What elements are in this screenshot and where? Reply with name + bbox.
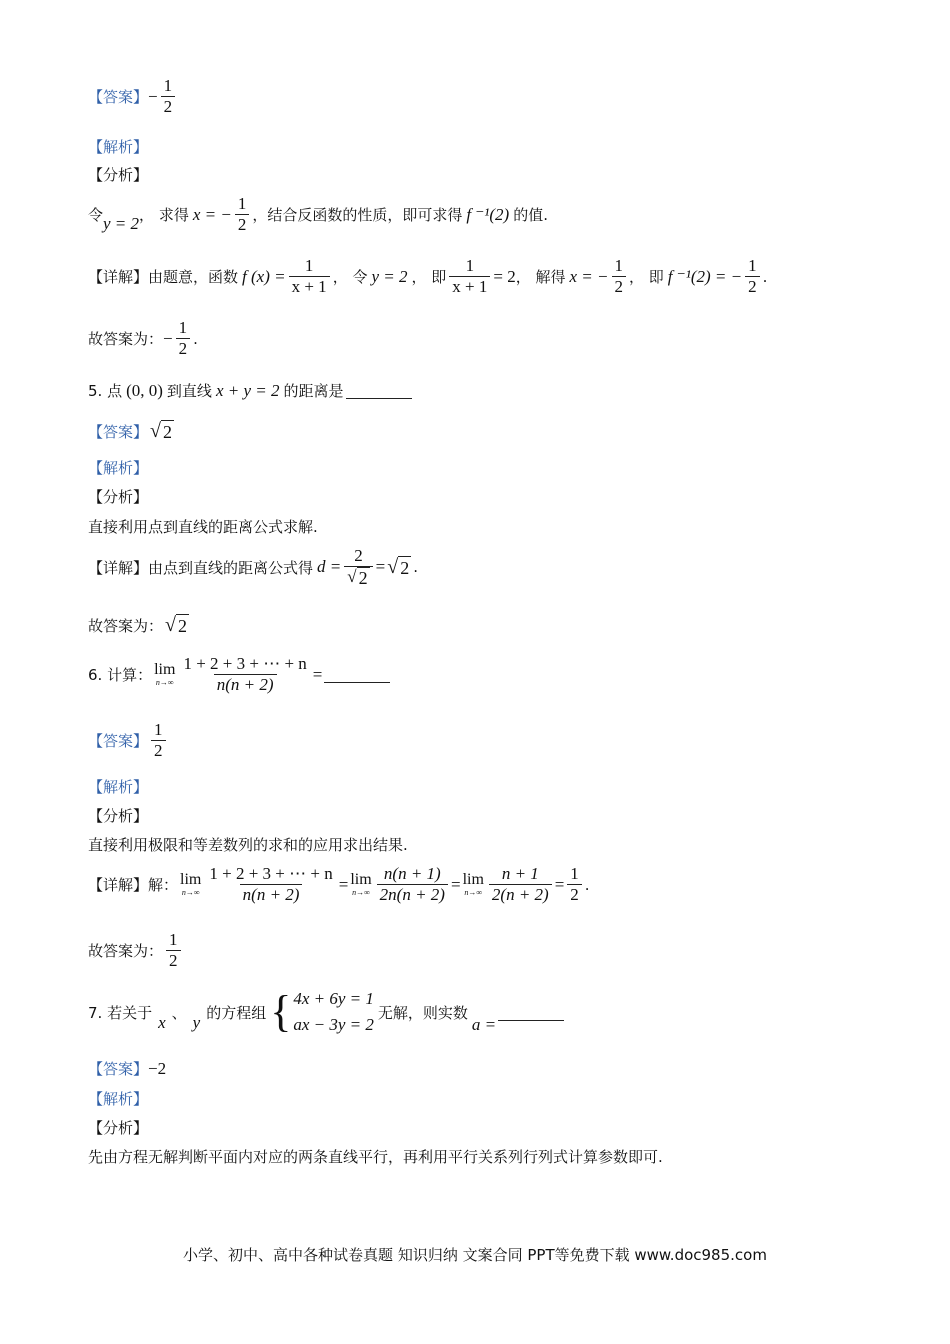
answer-blank	[498, 1004, 564, 1021]
answer-label: 【答案】	[88, 88, 149, 106]
q5-fenxi-text: 直接利用点到直线的距离公式求解.	[88, 518, 318, 536]
q7-fenxi-label: 【分析】	[88, 1119, 149, 1137]
q5-answer-line: 【答案】 √ 2	[88, 420, 172, 442]
q4-fenxi-label: 【分析】	[88, 166, 149, 184]
answer-blank	[346, 382, 412, 399]
q4-final-line: 故答案为： − $\frac{1}{2}$ .	[88, 318, 198, 358]
q4-detail-line: 【详解】 由题意，函数 f (x) = $\frac{1}{x + 1}$ ， 令 y = 2 ， 即 $\frac{1}{x + 1}$ = 2 ， 解得 x = − $\frac{1}{2}$ ， 即 f ⁻¹(2) = − $\frac{1}{2}$ .	[88, 256, 768, 296]
q4-fenxi-text: 令 y = 2 ， 求得 x = − $\frac{1}{2}$ ，结合反函数的性质，即可求得 f ⁻¹(2) 的值.	[88, 194, 548, 234]
q5-analysis-label: 【解析】	[88, 459, 149, 477]
q7-stem: 7. 若关于 x 、 y 的方程组 { 4x + 6y = 1 ax − 3y = 2 无解，则实数 a =	[88, 986, 564, 1038]
q5-answer-sqrt: √ 2	[150, 420, 172, 442]
q6-final-line: 故答案为： $\frac{1}{2}$	[88, 930, 184, 971]
q7-analysis-label: 【解析】	[88, 1090, 149, 1108]
q6-fenxi-text: 直接利用极限和等差数列的求和的应用求出结果.	[88, 836, 408, 854]
q6-fenxi-label: 【分析】	[88, 807, 149, 825]
q6-detail-line: 【详解】 解： lim n→∞ $\frac{1 + 2 + 3 + \cdots + n}{n(n + 2)}$ = lim n→∞ $\frac{n(n + 1)}{2n(n + 2)}$ = lim n→∞ $\frac{n + 1}{2(n + 2)}$ = $\frac{1}{2}$ .	[88, 864, 590, 904]
q5-stem: 5. 点 (0, 0) 到直线 x + y = 2 的距离是	[88, 380, 412, 401]
q4-answer-sign: −	[148, 86, 158, 106]
q7-answer-line: 【答案】 −2	[88, 1058, 167, 1078]
q6-analysis-label: 【解析】	[88, 778, 149, 796]
equation-system: { 4x + 6y = 1 ax − 3y = 2	[270, 987, 374, 1036]
q5-fenxi-label: 【分析】	[88, 488, 149, 506]
answer-blank	[324, 666, 390, 683]
q5-final-line: 故答案为： √ 2	[88, 614, 187, 636]
q6-answer-line: 【答案】 $\frac{1}{2}$	[88, 720, 169, 761]
q7-fenxi-text: 先由方程无解判断平面内对应的两条直线平行，再利用平行关系列行列式计算参数即可.	[88, 1148, 663, 1166]
q4-analysis-label: 【解析】	[88, 138, 149, 156]
q6-stem: 6. 计算： lim n→∞ $\frac{1 + 2 + 3 + \cdots + n}{n(n + 2)}$ =	[88, 654, 390, 695]
q7-answer-value: −2	[148, 1058, 167, 1078]
q4-answer-line	[88, 76, 178, 117]
page-footer: 小学、初中、高中各种试卷真题 知识归纳 文案合同 PPT等免费下载 www.doc985.com	[183, 1246, 767, 1264]
q4-answer-fraction: $\frac{1}{2}$	[161, 76, 176, 117]
q5-detail-line: 【详解】 由点到直线的距离公式得 d = 2 √ 2 = √ 2 .	[88, 546, 418, 588]
